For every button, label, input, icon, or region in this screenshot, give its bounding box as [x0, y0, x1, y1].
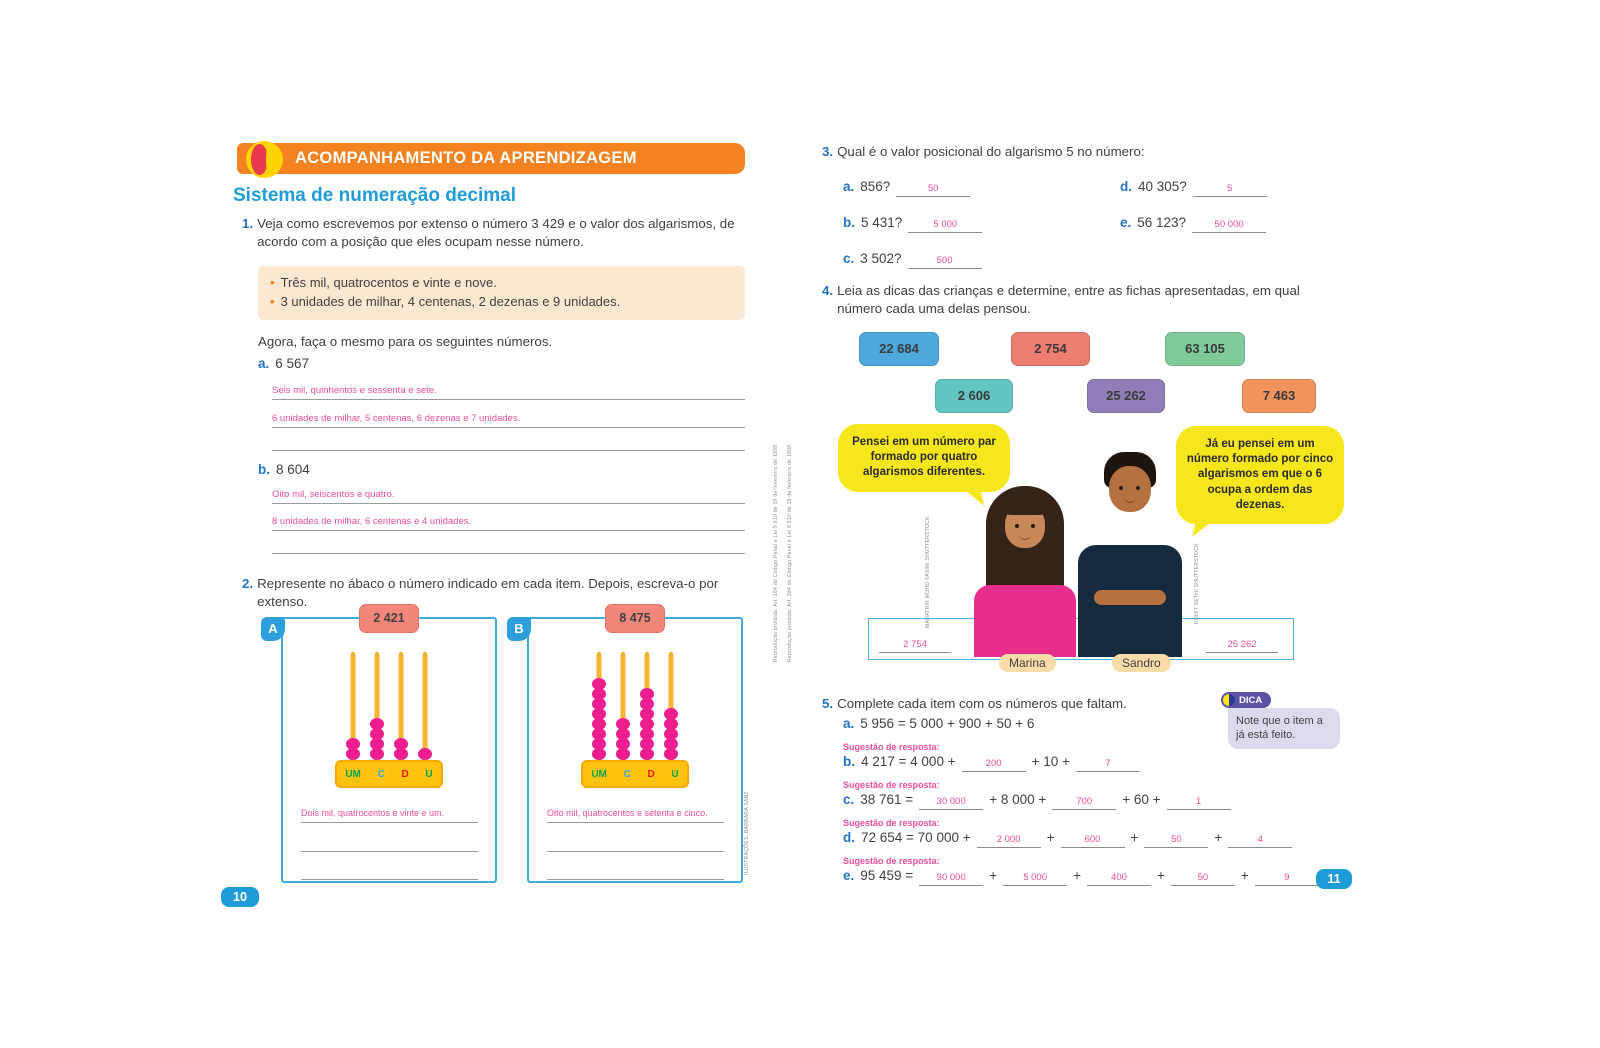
- eye: [1015, 524, 1019, 528]
- nametag-marina: Marina: [999, 654, 1056, 672]
- q3-item-b: [843, 215, 982, 233]
- col-label-c: C: [377, 768, 385, 780]
- answer-blank: 700: [1052, 796, 1116, 810]
- question-number: 3.: [822, 144, 834, 159]
- answer-blank: 500: [908, 255, 982, 269]
- rod-units: [659, 652, 683, 760]
- answer-line: 6 unidades de milhar, 5 centenas, 6 dezenas e 7 unidades.: [272, 413, 745, 428]
- q3-item-d: [1120, 179, 1267, 197]
- item-label: c.: [843, 251, 855, 266]
- q3-item-a: [843, 179, 970, 197]
- answer-blank: 4: [1228, 834, 1292, 848]
- equation-text: +: [1214, 830, 1223, 845]
- bullet-icon: •: [270, 275, 275, 290]
- answer-line-empty: [301, 837, 478, 852]
- question-text: Represente no ábaco o número indicado em cada item. Depois, escreva-o por extenso.: [257, 576, 719, 610]
- item-question: 56 123?: [1137, 215, 1187, 230]
- suggestion-label: Sugestão de resposta:: [843, 780, 940, 790]
- example-bullet-2: [270, 293, 733, 312]
- number-card: 63 105: [1165, 332, 1245, 366]
- answer-blank: 400: [1087, 872, 1151, 886]
- suggestion-label: Sugestão de resposta:: [843, 742, 940, 752]
- example-bullet-1: [270, 274, 733, 293]
- col-label-d: D: [647, 768, 655, 780]
- bubble-text: Pensei em um número par formado por quatro algarismos diferentes.: [852, 436, 996, 479]
- answer-blank: 50: [1171, 872, 1235, 886]
- section-banner: [237, 143, 745, 174]
- answer-blank: 90 000: [919, 872, 983, 886]
- q5-item-e: [843, 868, 1313, 886]
- abacus: [587, 652, 683, 788]
- answer-blank: 50: [1144, 834, 1208, 848]
- abacus: [341, 652, 437, 788]
- marina-speech-bubble: [838, 424, 1010, 492]
- panel-label: A: [261, 617, 285, 641]
- answer-blank: 50: [896, 183, 970, 197]
- dica-note: Note que o item a já está feito.: [1228, 708, 1340, 749]
- equation-text: +: [1130, 830, 1139, 845]
- bubble-text: Já eu pensei em um número formado por cinco algarismos em que o 6 ocupa a ordem das dezenas.: [1186, 438, 1334, 511]
- rod-tens: [389, 652, 413, 760]
- abacus-bead: [592, 678, 606, 690]
- number-plate: 8 475: [605, 604, 665, 633]
- equation-text: +: [1073, 868, 1081, 883]
- question-5: [822, 695, 1202, 713]
- answer-blank: 7: [1076, 758, 1140, 772]
- example-box: [258, 266, 745, 320]
- number-card: 25 262: [1087, 379, 1165, 413]
- item-label: d.: [843, 830, 855, 845]
- question-number: 5.: [822, 696, 834, 711]
- rod-thousands: [341, 652, 365, 760]
- answer-blank: 5 000: [908, 219, 982, 233]
- photo-sandro: [1078, 452, 1182, 657]
- q3-item-c: [843, 251, 982, 269]
- question-text: Qual é o valor posicional do algarismo 5 no número:: [837, 144, 1145, 159]
- q5-item-b: [843, 754, 1313, 772]
- answer-blank: 200: [962, 758, 1026, 772]
- item-label: b.: [843, 754, 855, 769]
- q5-item-a: [843, 716, 1313, 734]
- q5-items: [843, 716, 1313, 888]
- abacus-bead: [664, 708, 678, 720]
- dica-badge: [1221, 692, 1271, 708]
- suggestion-label: Sugestão de resposta:: [843, 818, 940, 828]
- item-question: 3 502?: [860, 251, 902, 266]
- page-number-right: 11: [1316, 869, 1352, 889]
- answer-blank: 1: [1167, 796, 1231, 810]
- marina-bangs: [1003, 500, 1047, 515]
- item-question: 40 305?: [1138, 179, 1187, 194]
- page-number-left: 10: [221, 887, 259, 907]
- eye: [1136, 486, 1140, 490]
- answer-blank: 2 000: [977, 834, 1041, 848]
- dica-label: DICA: [1239, 694, 1263, 706]
- col-label-c: C: [623, 768, 631, 780]
- col-label-u: U: [671, 768, 679, 780]
- q5-item-d: [843, 830, 1313, 848]
- answer-line-empty: [272, 436, 745, 451]
- eye: [1119, 486, 1123, 490]
- question-text: Veja como escrevemos por extenso o número 3 429 e o valor dos algarismos, de acordo com a posição que eles ocupam nesse número.: [257, 216, 735, 250]
- logo-yellow-stripe: [266, 145, 272, 174]
- bullet-icon: •: [270, 293, 275, 309]
- item-label: c.: [843, 792, 855, 807]
- rod-hundreds: [611, 652, 635, 760]
- number-card: 2 606: [935, 379, 1013, 413]
- abacus-bead: [394, 738, 408, 750]
- answer-line-empty: [547, 837, 724, 852]
- abacus-base: [581, 760, 689, 788]
- item-label: e.: [1120, 215, 1132, 230]
- item-label: a.: [258, 356, 270, 371]
- equation-text: + 60 +: [1122, 792, 1161, 807]
- photo-credit-marina: MAHATHIR MOHD YASIN/ SHUTTERSTOCK: [925, 516, 931, 628]
- question-3: [822, 143, 1342, 161]
- answer-blank: 50 000: [1192, 219, 1266, 233]
- sandro-speech-bubble: [1176, 426, 1344, 524]
- question-4: [822, 282, 1347, 319]
- rod-tens: [635, 652, 659, 760]
- number-card: 7 463: [1242, 379, 1316, 413]
- abacus-bead: [418, 748, 432, 760]
- item-question: 5 431?: [861, 215, 903, 230]
- answer-line-empty: [272, 539, 745, 554]
- number-plate: 2 421: [359, 604, 419, 633]
- abacus-panel-a: [268, 611, 497, 883]
- sandro-crossed-arms: [1094, 590, 1166, 605]
- answer-blank: 30 000: [919, 796, 983, 810]
- abacus-rods: [341, 652, 437, 760]
- answer-blank: 5: [1193, 183, 1267, 197]
- abacus-rods: [587, 652, 683, 760]
- question-number: 1.: [242, 216, 254, 231]
- bullet-text: 3 unidades de milhar, 4 centenas, 2 dezenas e 9 unidades.: [280, 293, 621, 309]
- equation-text: +: [1156, 868, 1165, 883]
- abacus-base: [335, 760, 443, 788]
- item-number: 8 604: [276, 462, 310, 477]
- equation-text: 72 654 = 70 000 +: [861, 830, 971, 845]
- q5-item-c: [843, 792, 1313, 810]
- answer-line: Dois mil, quatrocentos e vinte e um.: [301, 808, 478, 823]
- followup-text: Agora, faça o mesmo para os seguintes números.: [258, 334, 553, 349]
- abacus-panel-b: [514, 611, 743, 883]
- page-title: Sistema de numeração decimal: [233, 185, 517, 206]
- abacus-bead: [346, 738, 360, 750]
- sandro-answer: 25 262: [1206, 639, 1278, 653]
- item-label: b.: [258, 462, 270, 477]
- item-label: a.: [843, 179, 855, 194]
- banner-title: ACOMPANHAMENTO DA APRENDIZAGEM: [295, 149, 637, 167]
- item-label: a.: [843, 716, 855, 731]
- col-label-um: UM: [345, 768, 361, 780]
- illustration-credit: ILUSTRAÇÕES: BÁRBARA SANZ: [744, 791, 750, 875]
- answer-line: 8 unidades de milhar, 6 centenas e 4 unidades.: [272, 516, 745, 531]
- answer-line: Oito mil, seiscentos e quatro.: [272, 489, 745, 504]
- spine-copyright: Reprodução proibida. Art. 184 do Código Penal e Lei 9.610 de 19 de fevereiro de 1998.: [773, 443, 779, 662]
- answer-line-empty: [547, 865, 724, 880]
- answer-line-empty: [301, 865, 478, 880]
- answer-blank: 5 000: [1003, 872, 1067, 886]
- question-number: 2.: [242, 576, 254, 591]
- equation-text: + 8 000 +: [989, 792, 1047, 807]
- question-2: [242, 575, 747, 612]
- equation-text: 4 217 = 4 000 +: [861, 754, 956, 769]
- question-1: [242, 215, 747, 252]
- photo-credit-sandro: ROHIT SETH/ SHUTTERSTOCK: [1194, 543, 1200, 624]
- item-number: 6 567: [275, 356, 310, 371]
- number-card: 22 684: [859, 332, 939, 366]
- nametag-sandro: Sandro: [1112, 654, 1171, 672]
- equation-text: +: [1240, 868, 1249, 883]
- panel-label: B: [507, 617, 531, 641]
- abacus-bead: [370, 718, 384, 730]
- marina-answer: 2 754: [879, 639, 951, 653]
- abacus-bead: [640, 688, 654, 700]
- question-text: Leia as dicas das crianças e determine, entre as fichas apresentadas, em qual número cada uma delas pensou.: [837, 283, 1300, 317]
- equation-text: +: [1046, 830, 1055, 845]
- equation-text: +: [989, 868, 998, 883]
- rod-units: [413, 652, 437, 760]
- equation-text: 5 956 = 5 000 + 900 + 50 + 6: [860, 716, 1035, 731]
- col-label-u: U: [425, 768, 433, 780]
- photo-marina: [973, 480, 1077, 657]
- sandro-face: [1109, 466, 1151, 512]
- abacus-bead: [616, 718, 630, 730]
- bubble-tail: [1192, 519, 1218, 537]
- rod-hundreds: [365, 652, 389, 760]
- answer-line: Seis mil, quinhentos e sessenta e sete.: [272, 385, 745, 400]
- dica-icon: [1223, 694, 1235, 706]
- item-label: b.: [843, 215, 855, 230]
- marina-shirt: [974, 585, 1076, 657]
- equation-text: 38 761 =: [860, 792, 914, 807]
- q3-item-e: [1120, 215, 1266, 233]
- equation-text: + 10 +: [1031, 754, 1070, 769]
- item-b: [258, 462, 310, 477]
- col-label-um: UM: [591, 768, 607, 780]
- answer-blank: 600: [1061, 834, 1125, 848]
- equation-text: 95 459 =: [860, 868, 914, 883]
- item-label: d.: [1120, 179, 1132, 194]
- answer-blank: 9: [1255, 872, 1319, 886]
- item-a: [258, 356, 309, 371]
- item-question: 856?: [860, 179, 891, 194]
- suggestion-label: Sugestão de resposta:: [843, 856, 940, 866]
- col-label-d: D: [401, 768, 409, 780]
- question-text: Complete cada item com os números que faltam.: [837, 696, 1127, 711]
- answer-line: Oito mil, quatrocentos e setenta e cinco.: [547, 808, 724, 823]
- spine-copyright: Reprodução proibida. Art. 184 do Código Penal e Lei 9.610 de 19 de fevereiro de 1998.: [787, 443, 793, 662]
- bullet-text: Três mil, quatrocentos e vinte e nove.: [280, 275, 497, 290]
- item-label: e.: [843, 868, 855, 883]
- section-logo-icon: [246, 141, 283, 178]
- question-number: 4.: [822, 283, 834, 298]
- eye: [1031, 524, 1035, 528]
- rod-thousands: [587, 652, 611, 760]
- number-card: 2 754: [1011, 332, 1090, 366]
